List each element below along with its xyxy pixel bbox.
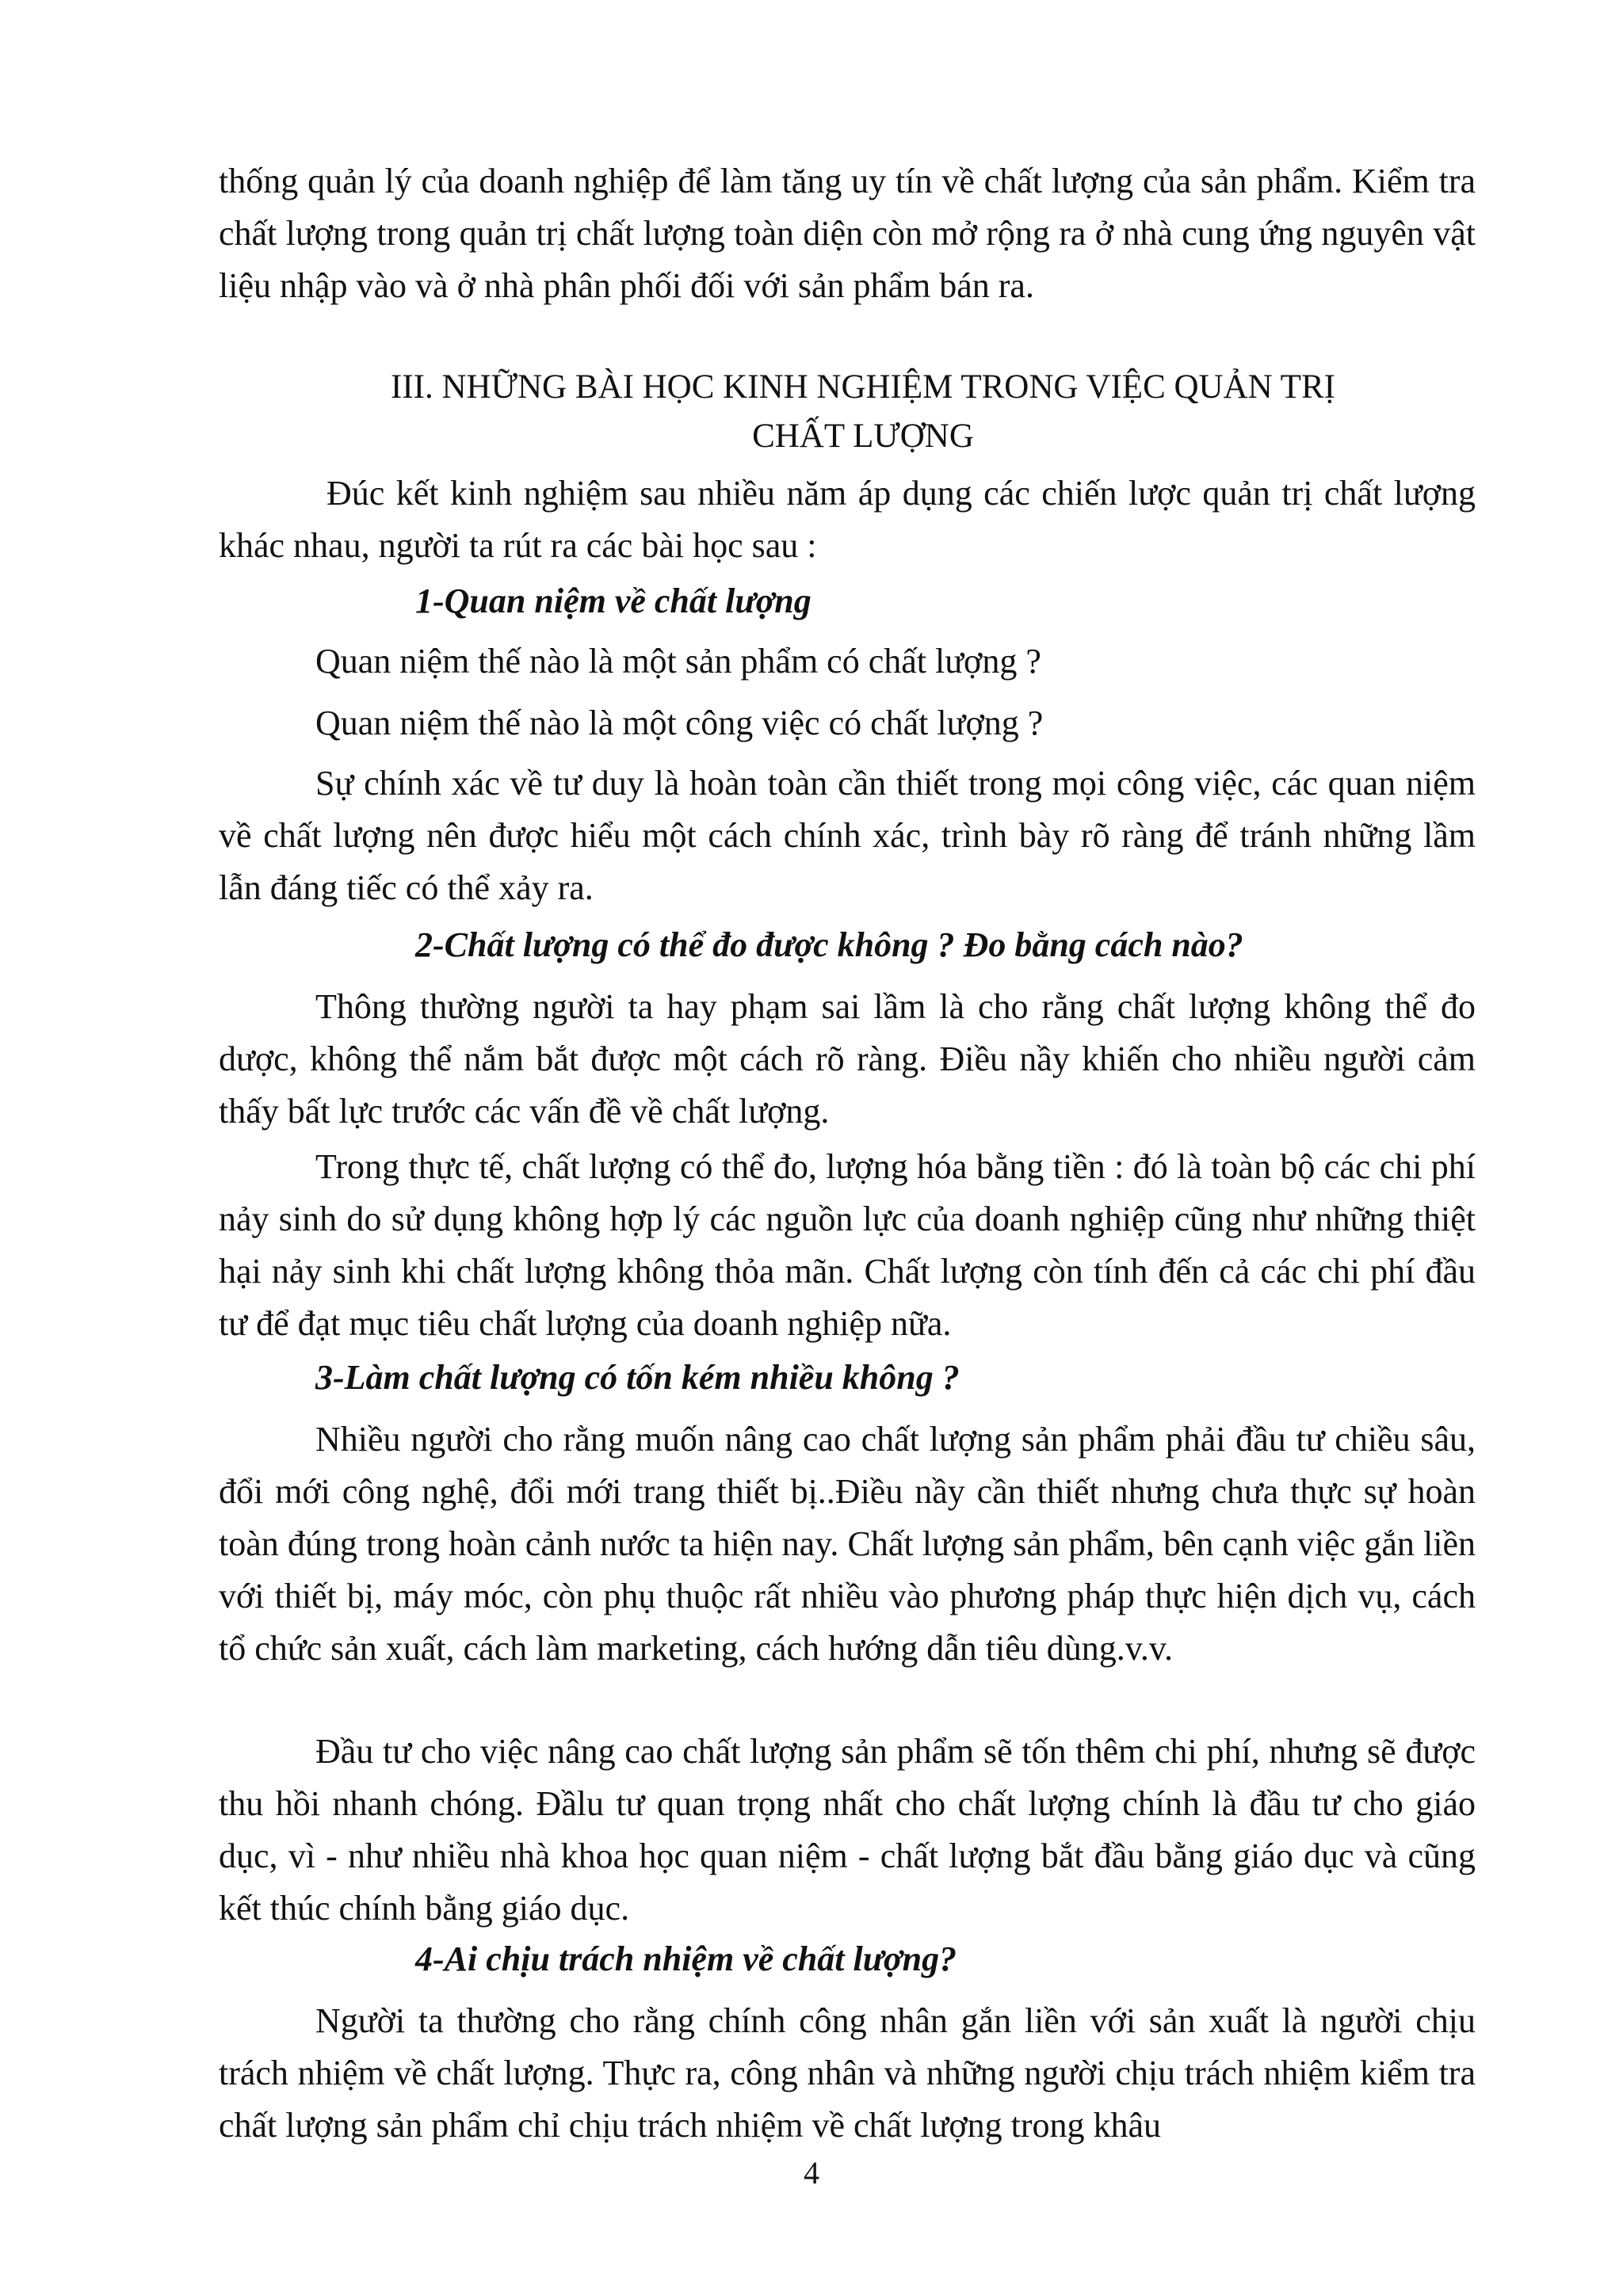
intro-block xyxy=(219,155,1476,312)
subsection-4-title: 4-Ai chịu trách nhiệm về chất lượng? xyxy=(415,1939,957,1978)
subsection-3-paragraph-1: Nhiều người cho rằng muốn nâng cao chất lượng sản phẩm phải đầu tư chiều sâu, đổi mới công nghệ, đổi mới trang thiết bị..Điều nầy cần thiết nhưng chưa thực sự hoàn toàn đúng trong hoàn cảnh nước ta hiện nay. Chất lượng sản phẩm, bên cạnh việc gắn liền với thiết bị, máy móc, còn phụ thuộc rất nhiều vào phương pháp thực hiện dịch vụ, cách tổ chức sản xuất, cách làm marketing, cách hướng dẫn tiêu dùng.v.v. xyxy=(219,1420,1476,1668)
subsection-4-paragraph: Người ta thường cho rằng chính công nhân gắn liền với sản xuất là người chịu trách nhiệm về chất lượng. Thực ra, công nhân và những người chịu trách nhiệm kiểm tra chất lượng sản phẩm chỉ chịu trách nhiệm về chất lượng trong khâu xyxy=(219,2001,1476,2145)
section-heading-line1: III. NHỮNG BÀI HỌC KINH NGHIỆM TRONG VIỆC QUẢN TRỊ xyxy=(391,368,1335,406)
subsection-3-paragraph-2: Đầu tư cho việc nâng cao chất lượng sản phẩm sẽ tốn thêm chi phí, nhưng sẽ được thu hồi nhanh chóng. Đầlu tư quan trọng nhất cho chất lượng chính là đầu tư cho giáo dục, vì - như nhiều nhà khoa học quan niệm - chất lượng bắt đầu bằng giáo dục và cũng kết thúc chính bằng giáo dục. xyxy=(219,1732,1476,1928)
subsection-3-body-1 xyxy=(219,1413,1476,1675)
subsection-3-body-2 xyxy=(219,1726,1476,1935)
subsection-1-question-2: Quan niệm thế nào là một công việc có chất lượng ? xyxy=(315,704,1044,742)
subsection-4 xyxy=(219,1933,1476,1985)
subsection-2 xyxy=(219,919,1476,971)
subsection-1-q1-block xyxy=(219,635,1476,688)
subsection-1-body xyxy=(219,757,1476,914)
subsection-4-body xyxy=(219,1995,1476,2152)
lead-block xyxy=(219,467,1476,572)
subsection-1-paragraph: Sự chính xác về tư duy là hoàn toàn cần thiết trong mọi công việc, các quan niệm về chất lượng nên được hiểu một cách chính xác, trình bày rõ ràng để tránh những lầm lẫn đáng tiếc có thể xảy ra. xyxy=(219,764,1476,907)
subsection-1-title: 1-Quan niệm về chất lượng xyxy=(415,582,812,620)
subsection-2-paragraph-2: Trong thực tế, chất lượng có thể đo, lượng hóa bằng tiền : đó là toàn bộ các chi phí nảy sinh do sử dụng không hợp lý các nguồn lực của doanh nghiệp cũng như những thiệt hại nảy sinh khi chất lượng không thỏa mãn. Chất lượng còn tính đến cả các chi phí đầu tư để đạt mục tiêu chất lượng của doanh nghiệp nữa. xyxy=(219,1147,1476,1343)
subsection-1-q2-block xyxy=(219,697,1476,749)
subsection-3-title: 3-Làm chất lượng có tốn kém nhiều không ? xyxy=(315,1358,960,1397)
section-heading-line2: CHẤT LƯỢNG xyxy=(752,418,974,455)
subsection-2-body-2 xyxy=(219,1141,1476,1350)
subsection-1-question-1: Quan niệm thế nào là một sản phẩm có chất lượng ? xyxy=(315,642,1041,681)
subsection-2-paragraph-1: Thông thường người ta hay phạm sai lầm là cho rằng chất lượng không thể đo dược, không thể nắm bắt được một cách rõ ràng. Điều nầy khiến cho nhiều người cảm thấy bất lực trước các vấn đề về chất lượng. xyxy=(219,987,1476,1131)
lead-paragraph: Đúc kết kinh nghiệm sau nhiều năm áp dụng các chiến lược quản trị chất lượng khác nhau, người ta rút ra các bài học sau : xyxy=(219,474,1476,565)
subsection-3 xyxy=(219,1352,1476,1404)
section-heading xyxy=(219,363,1476,461)
intro-paragraph: thống quản lý của doanh nghiệp để làm tăng uy tín về chất lượng của sản phẩm. Kiểm tra chất lượng trong quản trị chất lượng toàn diện còn mở rộng ra ở nhà cung ứng nguyên vật liệu nhập vào và ở nhà phân phối đối với sản phẩm bán ra. xyxy=(219,162,1476,305)
subsection-2-title: 2-Chất lượng có thể đo được không ? Đo bằng cách nào? xyxy=(415,925,1243,964)
subsection-2-body-1 xyxy=(219,981,1476,1138)
subsection-1 xyxy=(219,575,1476,627)
page-number: 4 xyxy=(804,2155,819,2191)
